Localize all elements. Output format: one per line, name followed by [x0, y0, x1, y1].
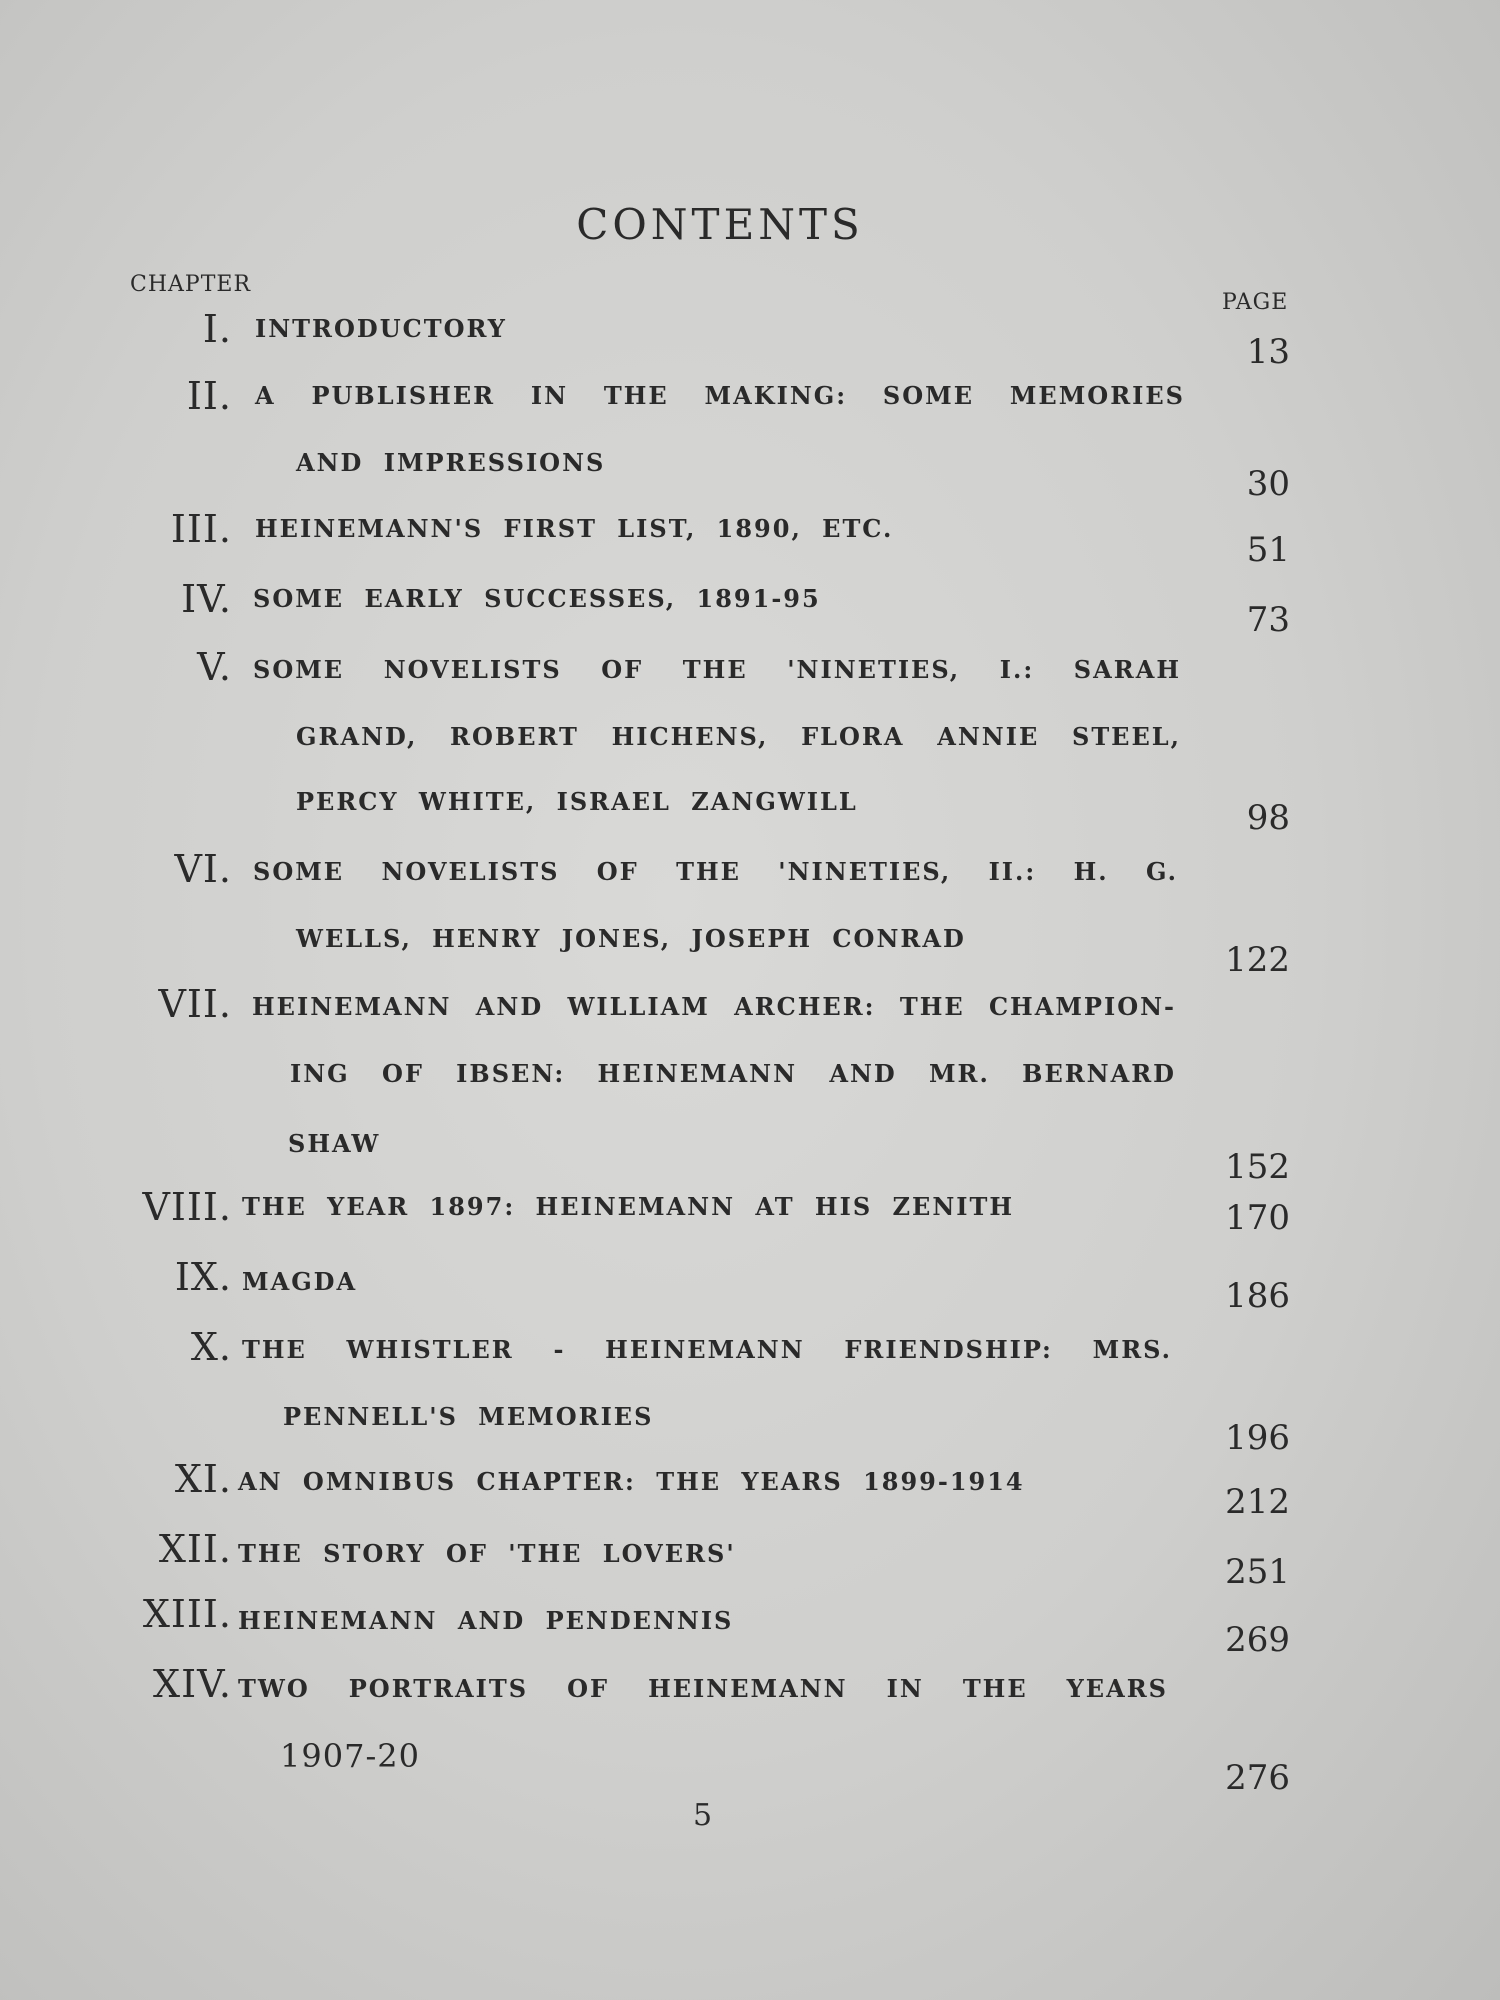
chapter-number: VIII. — [142, 1185, 232, 1229]
chapter-title: SOME NOVELISTS OF THE 'NINETIES, II.: H. G. — [253, 857, 1178, 886]
chapter-title-continuation: GRAND, ROBERT HICHENS, FLORA ANNIE STEEL, — [296, 722, 1181, 751]
chapter-title-continuation: AND IMPRESSIONS — [296, 448, 606, 477]
toc-entry — [0, 374, 1500, 504]
toc-entry — [0, 1185, 1500, 1252]
page-number: 122 — [1225, 940, 1290, 980]
chapter-title-continuation: ING OF IBSEN: HEINEMANN AND MR. BERNARD — [290, 1059, 1176, 1088]
chapter-number: III. — [170, 507, 232, 551]
chapter-title-continuation: PERCY WHITE, ISRAEL ZANGWILL — [296, 787, 858, 816]
chapter-number: IX. — [174, 1255, 232, 1299]
toc-entry — [0, 982, 1500, 1187]
toc-entry — [0, 577, 1500, 644]
page-number: 13 — [1246, 332, 1290, 372]
page-number: 251 — [1225, 1552, 1290, 1592]
page-number: 196 — [1225, 1418, 1290, 1458]
chapter-number: X. — [190, 1325, 232, 1369]
toc-entry — [0, 1592, 1500, 1660]
toc-entry — [0, 1527, 1500, 1594]
chapter-column-label: CHAPTER — [130, 272, 252, 297]
chapter-title-continuation: SHAW — [288, 1129, 381, 1158]
chapter-title: MAGDA — [242, 1267, 358, 1296]
chapter-number: XIII. — [142, 1592, 232, 1636]
chapter-title: THE WHISTLER - HEINEMANN FRIENDSHIP: MRS. — [242, 1335, 1172, 1364]
page-column-label: PAGE — [1222, 290, 1289, 315]
chapter-number: V. — [197, 645, 232, 689]
toc-entry — [0, 307, 1500, 374]
chapter-number: XIV. — [153, 1662, 232, 1706]
toc-entry — [0, 1255, 1500, 1322]
chapter-title: HEINEMANN AND PENDENNIS — [238, 1606, 734, 1635]
chapter-title: THE YEAR 1897: HEINEMANN AT HIS ZENITH — [242, 1192, 1015, 1221]
chapter-title: SOME NOVELISTS OF THE 'NINETIES, I.: SARAH — [253, 655, 1181, 684]
page-number: 51 — [1246, 530, 1290, 570]
toc-entry — [0, 1457, 1500, 1524]
page-number: 98 — [1246, 798, 1290, 838]
chapter-title-continuation: PENNELL'S MEMORIES — [283, 1402, 654, 1431]
page-number: 170 — [1225, 1198, 1290, 1238]
page-number: 73 — [1246, 600, 1290, 640]
page-number: 30 — [1246, 464, 1290, 504]
toc-entry — [0, 847, 1500, 980]
chapter-title: INTRODUCTORY — [255, 314, 507, 343]
page-number: 269 — [1225, 1620, 1290, 1660]
toc-entry — [0, 645, 1500, 838]
chapter-title: AN OMNIBUS CHAPTER: THE YEARS 1899-1914 — [238, 1467, 1025, 1496]
chapter-title: HEINEMANN'S FIRST LIST, 1890, ETC. — [255, 514, 894, 543]
chapter-title: THE STORY OF 'THE LOVERS' — [238, 1539, 736, 1568]
chapter-number: I. — [202, 307, 232, 351]
page-number: 186 — [1225, 1276, 1290, 1316]
chapter-number: II. — [186, 374, 232, 418]
chapter-title: A PUBLISHER IN THE MAKING: SOME MEMORIES — [255, 381, 1185, 410]
toc-entry — [0, 507, 1500, 574]
toc-entry — [0, 1325, 1500, 1458]
chapter-number: XI. — [174, 1457, 232, 1501]
chapter-title-continuation: 1907-20 — [280, 1737, 420, 1775]
chapter-title: TWO PORTRAITS OF HEINEMANN IN THE YEARS — [238, 1674, 1168, 1703]
chapter-title: SOME EARLY SUCCESSES, 1891-95 — [253, 584, 821, 613]
toc-entry — [0, 1662, 1500, 1798]
chapter-number: IV. — [181, 577, 232, 621]
page-number: 152 — [1225, 1147, 1290, 1187]
page-title: CONTENTS — [576, 200, 864, 249]
chapter-number: VII. — [158, 982, 232, 1026]
folio-page-number: 5 — [693, 1798, 713, 1833]
page-number: 276 — [1225, 1758, 1290, 1798]
chapter-title-continuation: WELLS, HENRY JONES, JOSEPH CONRAD — [296, 924, 966, 953]
chapter-number: VI. — [174, 847, 232, 891]
chapter-number: XII. — [158, 1527, 232, 1571]
page-number: 212 — [1225, 1482, 1290, 1522]
chapter-title: HEINEMANN AND WILLIAM ARCHER: THE CHAMPION- — [252, 992, 1176, 1021]
